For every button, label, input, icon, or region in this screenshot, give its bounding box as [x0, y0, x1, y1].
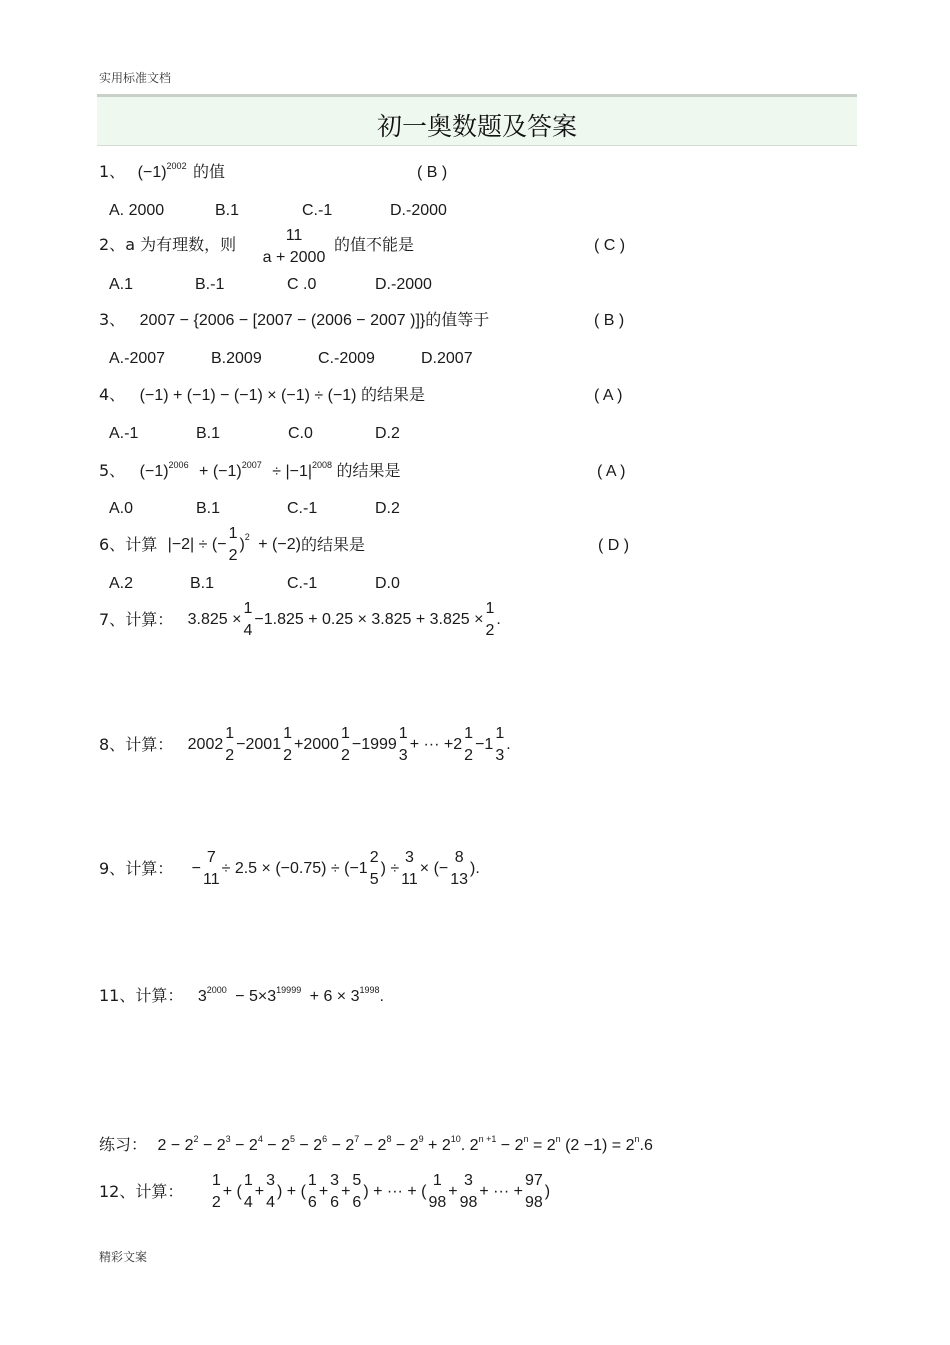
expression: ) [239, 536, 245, 553]
question-5 [99, 460, 401, 480]
fraction-denominator: a + 2000 [262, 249, 326, 266]
fraction-numerator: 1 [243, 600, 253, 617]
answer-3: ( B ) [594, 312, 625, 329]
practice-term [528, 1134, 561, 1154]
option-b: B.1 [190, 575, 215, 592]
fraction [229, 526, 238, 564]
option-b: B.1 [215, 202, 240, 219]
mixed-number [361, 725, 454, 764]
fraction [485, 601, 494, 639]
fraction-denominator: 98 [428, 1194, 447, 1211]
page-title: 初一奥数题及答案 [376, 112, 577, 141]
expr-exponent: 1998 [359, 985, 380, 995]
fraction-numerator: 1 [340, 725, 350, 742]
practice-tail-end: .6 [639, 1137, 653, 1154]
practice [99, 1134, 653, 1154]
fraction [495, 726, 504, 764]
option-c: C.-1 [302, 202, 333, 219]
option-d: D.2 [375, 500, 400, 517]
term-base: − 2 [294, 1137, 323, 1154]
answer-1: ( B ) [417, 164, 448, 181]
operator: . [506, 736, 511, 753]
term-base: − 2 [359, 1137, 387, 1154]
fraction-denominator: 2 [211, 1194, 221, 1211]
term-exponent: 3 [225, 1134, 231, 1144]
question-number: 8、 [99, 735, 126, 754]
option-a: A.2 [109, 575, 134, 592]
expr-base: (−1) [139, 463, 169, 480]
expression-end: ). [470, 860, 480, 877]
option-a: A.-1 [109, 425, 139, 442]
expr-exponent: 19999 [276, 985, 302, 995]
fraction-denominator: 6 [330, 1194, 340, 1211]
fraction-numerator: 1 [225, 725, 235, 742]
fraction [450, 850, 468, 888]
question-label: 计算： [135, 1182, 184, 1201]
fraction-denominator: 2 [485, 622, 495, 639]
term-base: − 2 [198, 1137, 226, 1154]
title-banner [97, 94, 857, 146]
practice-term [262, 1134, 295, 1154]
footer-doc-label: 精彩文案 [99, 1250, 148, 1264]
practice-term [157, 1134, 199, 1154]
operator: + [294, 736, 304, 753]
option-c: C.0 [288, 425, 313, 442]
operator: + [254, 1183, 265, 1200]
fraction-denominator: 11 [203, 871, 220, 888]
term-exponent: 7 [354, 1134, 360, 1144]
operator: + ··· + [409, 736, 454, 753]
fraction-denominator: 2 [225, 747, 235, 764]
expression: ÷ 2.5 × (−0.75) ÷ (−1 [221, 860, 368, 877]
expression: × (− [419, 860, 449, 877]
expr-exponent: 2006 [168, 460, 189, 470]
option-d: D.2 [375, 425, 400, 442]
option-d: D.-2000 [390, 202, 447, 219]
practice-label: 练习： [99, 1135, 148, 1154]
term-base: − 2 [496, 1137, 524, 1154]
practice-term [423, 1134, 461, 1154]
expression: ) ÷ [380, 860, 400, 877]
option-c: C .0 [287, 276, 317, 293]
operator: + ··· + [479, 1183, 523, 1200]
operator: + [199, 463, 209, 480]
question-number: 7、 [99, 610, 126, 629]
expr-exponent: 2002 [166, 161, 187, 171]
fraction-numerator: 1 [398, 725, 408, 742]
fraction-denominator: 4 [243, 1194, 253, 1211]
operator: + ( [222, 1183, 242, 1200]
fraction [525, 1173, 543, 1211]
mixed-number [453, 725, 485, 764]
term-exponent: 9 [418, 1134, 424, 1144]
operator: + [318, 1183, 329, 1200]
practice-tail: (2 −1) = 2 [560, 1137, 635, 1154]
fraction [428, 1173, 446, 1211]
question-6 [99, 526, 365, 564]
fraction-denominator: 2 [283, 747, 292, 764]
fraction-numerator: 1 [243, 1172, 253, 1189]
question-number: 9、 [99, 859, 126, 878]
fraction [203, 850, 220, 888]
option-b: B.-1 [195, 276, 225, 293]
option-b: B.2009 [211, 350, 262, 367]
term-base: = 2 [528, 1137, 556, 1154]
expr-base: |−1| [285, 463, 313, 480]
option-b: B.1 [196, 425, 221, 442]
option-c: C.-2009 [318, 350, 375, 367]
fraction-numerator: 3 [266, 1172, 276, 1189]
fraction-numerator: 1 [307, 1172, 317, 1189]
option-b: B.1 [196, 500, 221, 517]
fraction-numerator: 1 [495, 725, 505, 742]
term-exponent: 6 [322, 1134, 328, 1144]
question-12 [99, 1173, 550, 1211]
fraction [283, 726, 292, 764]
term-exponent: n [634, 1134, 640, 1144]
option-a: A.1 [109, 276, 134, 293]
term-exponent: n +1 [478, 1134, 497, 1144]
fraction-numerator: 3 [464, 1172, 473, 1189]
option-a: A.0 [109, 500, 134, 517]
mixed-number [303, 725, 362, 764]
term-exponent: n [523, 1134, 529, 1144]
question-7 [99, 601, 501, 639]
expression: 3.825 × [187, 611, 242, 628]
operator: ) + ··· + ( [363, 1183, 427, 1200]
fraction [258, 228, 330, 266]
practice-term [496, 1134, 529, 1154]
whole-part: 1 [484, 736, 494, 753]
question-label: 计算： [135, 986, 184, 1005]
question-number: 6、 [99, 535, 126, 554]
fraction-denominator: 11 [401, 871, 418, 888]
fraction [225, 726, 234, 764]
term-base: − 2 [391, 1137, 419, 1154]
fraction-denominator: 4 [266, 1194, 276, 1211]
fraction-denominator: 2 [340, 747, 350, 764]
fraction [399, 726, 408, 764]
expression: + (−2) [258, 536, 301, 553]
term-exponent: 10 [450, 1134, 461, 1144]
fraction [212, 1173, 221, 1211]
option-d: D.2007 [421, 350, 473, 367]
option-d: D.0 [375, 575, 400, 592]
fraction-numerator: 5 [352, 1172, 362, 1189]
expr-exponent: 2000 [206, 985, 227, 995]
fraction [370, 850, 379, 888]
practice-term [391, 1134, 424, 1154]
question-number: 2、 [99, 235, 126, 254]
question-3 [99, 312, 489, 329]
fraction [243, 601, 252, 639]
option-c: C.-1 [287, 500, 318, 517]
fraction-numerator: 3 [405, 849, 414, 866]
operator: + [341, 1183, 351, 1200]
question-stem-post: 的值不能是 [334, 235, 415, 254]
fraction-denominator: 2 [228, 547, 238, 564]
term-base: − 2 [262, 1137, 290, 1154]
fraction-denominator: 98 [524, 1194, 543, 1211]
practice-term [327, 1134, 360, 1154]
fraction-denominator: 6 [352, 1194, 362, 1211]
question-number: 4、 [99, 385, 126, 404]
question-number: 11、 [99, 986, 136, 1005]
practice-term [230, 1134, 263, 1154]
question-stem: 的值 [193, 162, 226, 181]
expression-end: . [496, 611, 501, 628]
fraction [266, 1173, 275, 1211]
question-label: 计算： [125, 859, 174, 878]
whole-part: 2000 [303, 736, 339, 753]
fraction-denominator: 3 [495, 747, 505, 764]
question-8 [99, 726, 511, 764]
fraction-numerator: 8 [454, 849, 464, 866]
operator: ÷ [272, 463, 281, 480]
expr-exponent: 2 [244, 531, 250, 542]
operator: − [351, 736, 362, 753]
whole-part: 1999 [361, 736, 397, 753]
expression: − 5×3 [235, 988, 277, 1005]
question-number: 3、 [99, 310, 126, 329]
expression: + 6 × 3 [309, 988, 360, 1005]
term-base: 2 − 2 [157, 1137, 194, 1154]
answer-2: ( C ) [594, 237, 626, 254]
practice-term [359, 1134, 392, 1154]
fraction [308, 1173, 317, 1211]
question-stem: 的值等于 [425, 310, 490, 329]
operator: ) [544, 1183, 551, 1200]
practice-term [460, 1134, 497, 1154]
fraction-denominator: 6 [307, 1194, 317, 1211]
question-stem: 的结果是 [300, 535, 365, 554]
fraction [460, 1173, 478, 1211]
question-stem: 的结果是 [336, 461, 401, 480]
question-number: 1、 [99, 162, 126, 181]
fraction [330, 1173, 339, 1211]
question-2 [99, 237, 236, 254]
question-label: 计算： [125, 610, 174, 629]
question-label: 计算 [125, 535, 158, 554]
question-stem: a 为有理数，则 [125, 235, 237, 254]
fraction-numerator: 2 [369, 849, 379, 866]
answer-5: ( A ) [597, 463, 626, 480]
question-11 [99, 985, 384, 1005]
practice-term [294, 1134, 328, 1154]
operator: + [448, 1183, 458, 1200]
fraction-numerator: 3 [330, 1172, 340, 1189]
fraction [352, 1173, 361, 1211]
expr-base: 3 [197, 988, 207, 1005]
fraction-numerator: 1 [432, 1172, 442, 1189]
mixed-number [245, 725, 304, 764]
fraction-denominator: 13 [450, 871, 469, 888]
fraction-denominator: 5 [369, 871, 379, 888]
mixed-number [187, 725, 246, 764]
term-exponent: 4 [257, 1134, 263, 1144]
fraction-numerator: 97 [524, 1172, 543, 1189]
fraction [244, 1173, 253, 1211]
term-base: . 2 [460, 1137, 479, 1154]
fraction-numerator: 1 [211, 1172, 221, 1189]
term-base: − 2 [230, 1137, 258, 1154]
fraction [341, 726, 350, 764]
fraction-numerator: 1 [485, 600, 495, 617]
header-doc-label: 实用标准文档 [99, 71, 172, 85]
expr-exponent: 2007 [241, 460, 262, 470]
option-a: A. 2000 [109, 202, 165, 219]
fraction-denominator: 3 [398, 747, 408, 764]
expr-base: (−1) [212, 463, 242, 480]
fraction-numerator: 7 [206, 849, 216, 866]
expression: |−2| ÷ (− [167, 536, 227, 553]
term-base: − 2 [327, 1137, 355, 1154]
question-label: 计算： [125, 735, 174, 754]
question-4 [99, 387, 425, 404]
question-number: 12、 [99, 1182, 136, 1201]
operator: − [236, 736, 246, 753]
expression: − [191, 860, 201, 877]
option-d: D.-2000 [375, 276, 432, 293]
question-number: 5、 [99, 461, 126, 480]
practice-term [198, 1134, 231, 1154]
fraction-numerator: 1 [228, 525, 238, 542]
term-exponent: 5 [289, 1134, 295, 1144]
term-exponent: 2 [193, 1134, 199, 1144]
fraction [401, 850, 418, 888]
term-base: + 2 [423, 1137, 451, 1154]
term-exponent: 8 [386, 1134, 392, 1144]
whole-part: 2002 [187, 736, 224, 753]
expr-exponent: 2008 [312, 460, 333, 470]
fraction-denominator: 4 [243, 622, 253, 639]
fraction-numerator: 1 [283, 725, 292, 742]
option-a: A.-2007 [109, 350, 166, 367]
expression-end: . [379, 988, 384, 1005]
expression: −1.825 + 0.25 × 3.825 + 3.825 × [254, 611, 484, 628]
operator: ) + ( [277, 1183, 306, 1200]
operator: − [475, 736, 485, 753]
fraction-denominator: 2 [464, 747, 474, 764]
term-exponent: n [555, 1134, 561, 1144]
whole-part: 2001 [245, 736, 282, 753]
question-stem: 的结果是 [360, 385, 425, 404]
whole-part: 2 [453, 736, 463, 753]
fraction-numerator: 1 [464, 725, 474, 742]
expression: 2007 − {2006 − [2007 − (2006 − 2007 )]} [139, 312, 426, 329]
fraction-denominator: 98 [459, 1194, 478, 1211]
mixed-number [484, 725, 511, 764]
fraction-numerator: 11 [285, 227, 303, 244]
answer-6: ( D ) [598, 537, 630, 554]
fraction [464, 726, 473, 764]
question-1 [99, 161, 226, 181]
question-9 [99, 850, 480, 888]
answer-4: ( A ) [594, 387, 623, 404]
option-c: C.-1 [287, 575, 318, 592]
expression: (−1) + (−1) − (−1) × (−1) ÷ (−1) [139, 387, 357, 404]
expr-base: (−1) [137, 164, 167, 181]
